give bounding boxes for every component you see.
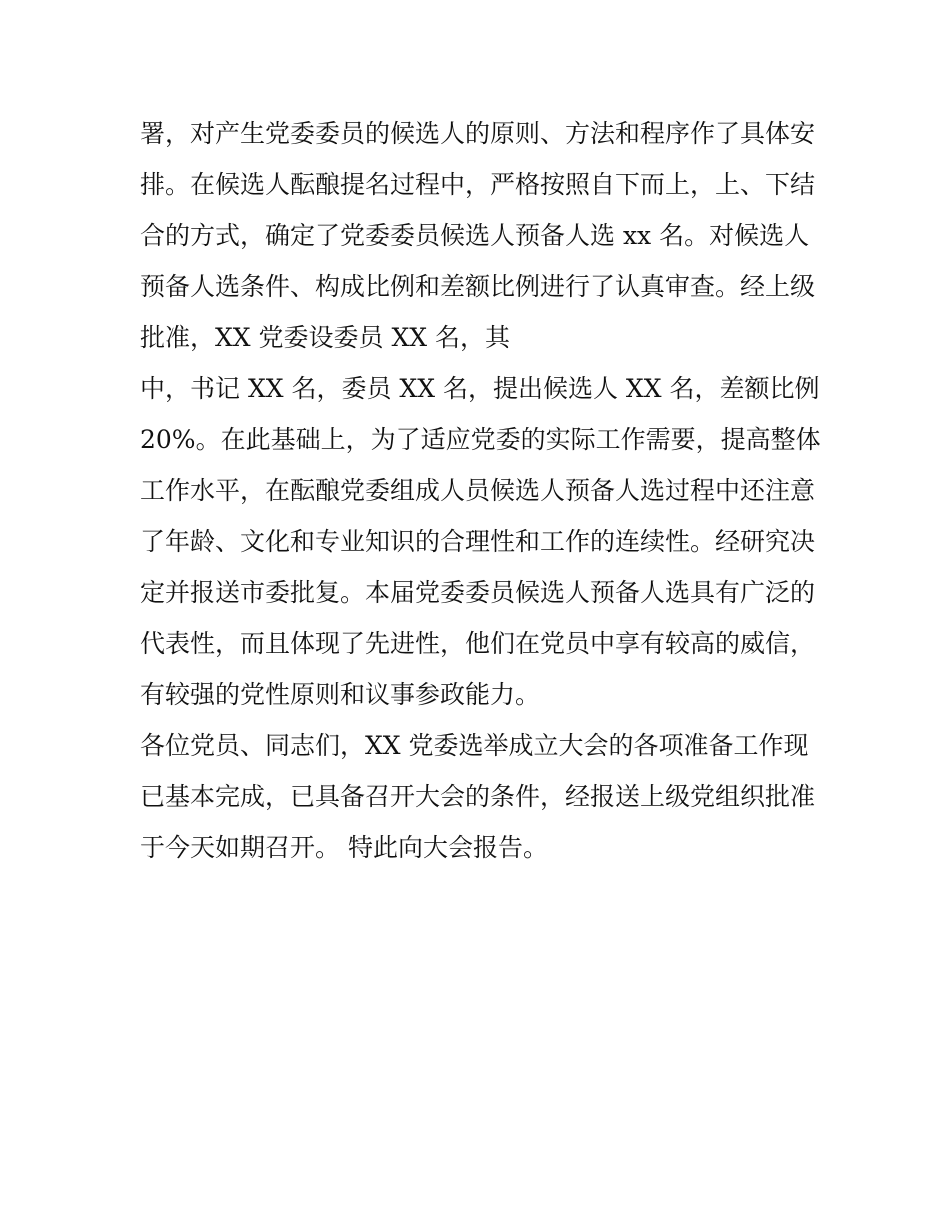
text-line: 中，书记 XX 名，委员 XX 名，提出候选人 XX 名，差额比例	[140, 374, 820, 403]
text-line: 预备人选条件、构成比例和差额比例进行了认真审查。经上级	[140, 272, 816, 301]
text-line: 已基本完成，已具备召开大会的条件，经报送上级党组织批准	[140, 782, 816, 811]
text-line: 20%。在此基础上，为了适应党委的实际工作需要，提高整体	[140, 425, 821, 454]
text-line: 定并报送市委批复。本届党委委员候选人预备人选具有广泛的	[140, 578, 816, 607]
text-line: 工作水平，在酝酿党委组成人员候选人预备人选过程中还注意	[140, 476, 816, 505]
text-line: 代表性，而且体现了先进性，他们在党员中享有较高的威信，	[140, 629, 816, 658]
text-line: 合的方式，确定了党委委员候选人预备人选 xx 名。对候选人	[140, 221, 810, 250]
text-line: 了年龄、文化和专业知识的合理性和工作的连续性。经研究决	[140, 527, 816, 556]
text-line: 署，对产生党委委员的候选人的原则、方法和程序作了具体安	[140, 119, 816, 148]
text-line: 于今天如期召开。 特此向大会报告。	[140, 833, 548, 862]
text-line: 排。在候选人酝酿提名过程中，严格按照自下而上，上、下结	[140, 170, 816, 199]
document-body	[140, 108, 830, 873]
text-line: 批准，XX 党委设委员 XX 名，其	[140, 323, 511, 352]
text-line: 各位党员、同志们，XX 党委选举成立大会的各项准备工作现	[140, 731, 809, 760]
text-line: 有较强的党性原则和议事参政能力。	[140, 680, 541, 709]
